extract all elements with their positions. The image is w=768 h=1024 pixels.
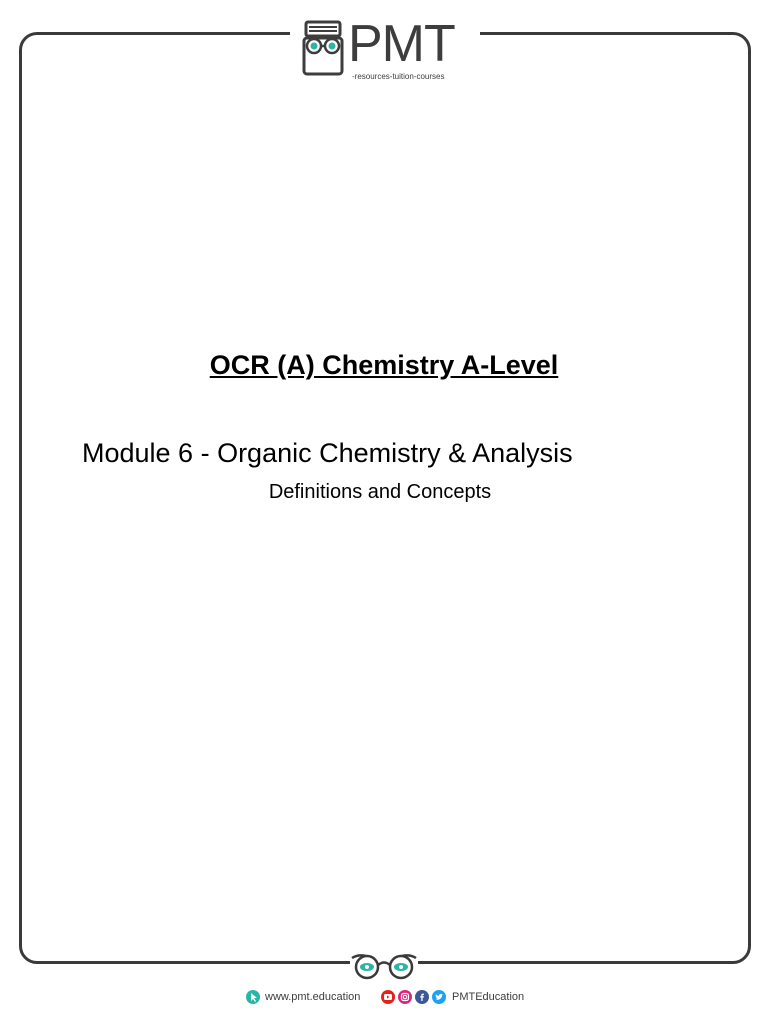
instagram-icon[interactable] (398, 990, 412, 1004)
website-text: www.pmt.education (265, 991, 361, 1003)
logo-wordmark: PMT (348, 15, 455, 73)
facebook-icon[interactable] (415, 990, 429, 1004)
document-title: OCR (A) Chemistry A-Level (209, 350, 559, 380)
module-title: Module 6 - Organic Chemistry & Analysis (82, 438, 573, 468)
social-handle[interactable]: PMTEducation (452, 991, 525, 1003)
youtube-icon[interactable] (381, 990, 395, 1004)
glasses-icon (350, 952, 418, 982)
cursor-icon (246, 990, 260, 1004)
logo-tagline: -resources-tuition-courses (352, 72, 445, 81)
section-label: Definitions and Concepts (268, 481, 492, 503)
book-glasses-icon (300, 20, 346, 76)
footer (0, 988, 768, 1008)
website-link[interactable] (246, 988, 360, 1006)
pmt-logo (290, 14, 480, 81)
social-links (381, 988, 524, 1006)
twitter-icon[interactable] (432, 990, 446, 1004)
